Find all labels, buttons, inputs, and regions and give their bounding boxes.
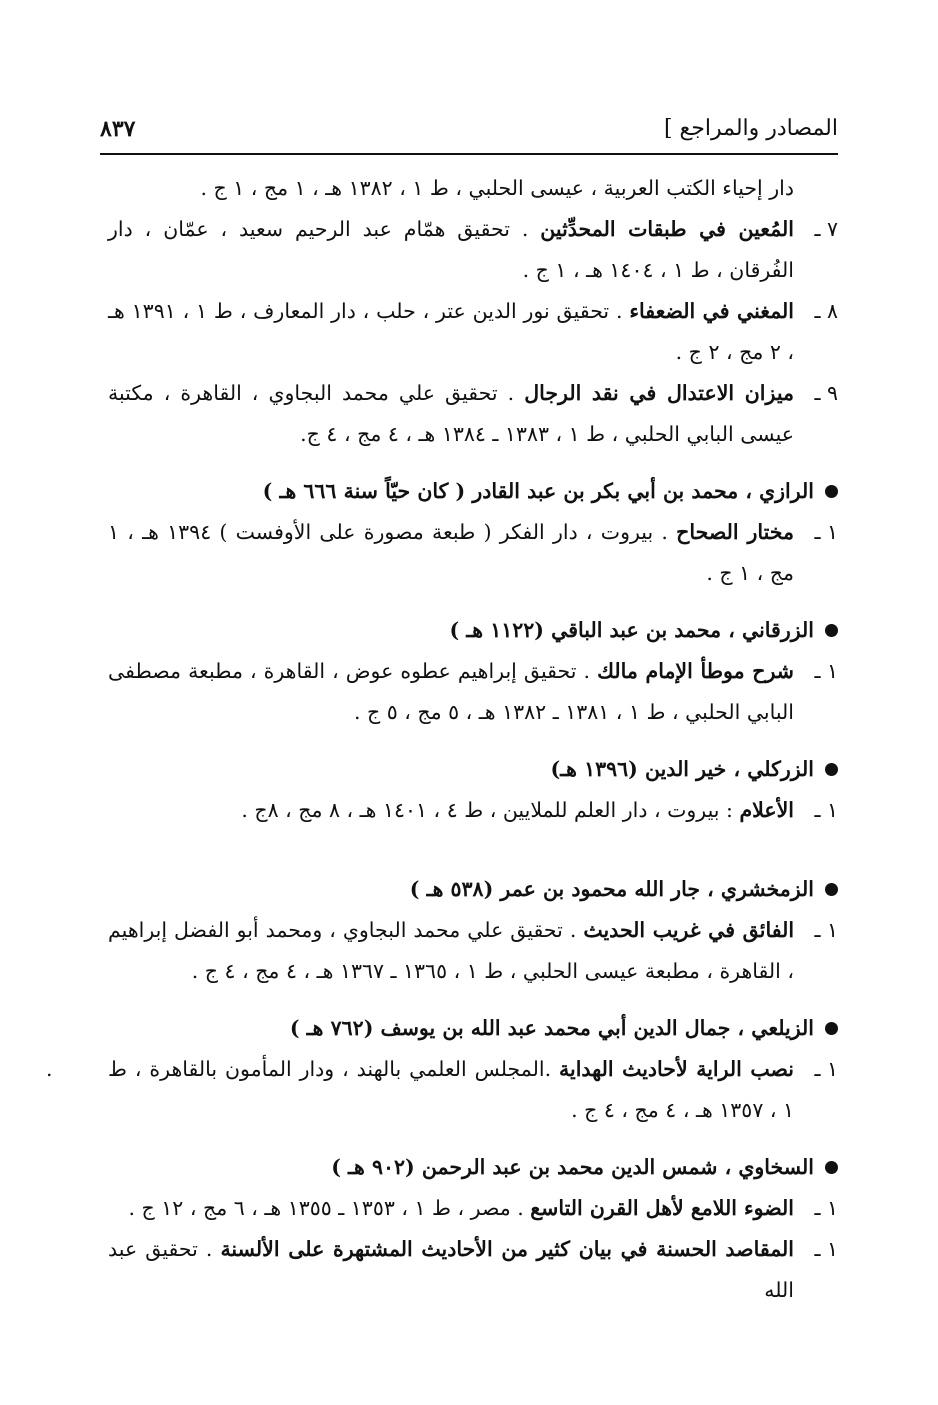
entry-number: ١ ـ [814, 1237, 838, 1261]
bibliography-entry [108, 373, 838, 455]
entry-title: المغني في الضعفاء [629, 299, 794, 323]
entry-details: . تحقيق علي محمد البجاوي ، القاهرة ، مكتبة عيسى البابي الحلبي ، ط ١ ، ١٣٨٣ ـ ١٣٨٤ هـ ، ٤ مج ، ٤ ج. [108, 381, 794, 446]
entry-number: ٨ ـ [814, 299, 838, 323]
bibliography-entry [46, 1049, 838, 1131]
entry-title: نصب الراية لأحاديث الهداية [559, 1057, 794, 1081]
author-name: السخاوي ، شمس الدين محمد بن عبد الرحمن (٩٠٢ هـ ) [331, 1155, 814, 1179]
entry-title: الأعلام [739, 798, 794, 822]
entry-title: المقاصد الحسنة في بيان كثير من الأحاديث المشتهرة على الألسنة [220, 1237, 795, 1261]
entry-number: ١ ـ [814, 1196, 838, 1220]
bullet-icon [825, 485, 838, 498]
bullet-icon [825, 763, 838, 776]
author-heading [108, 869, 838, 910]
bibliography-entry [108, 651, 838, 733]
entry-title: شرح موطأ الإمام مالك [597, 659, 794, 683]
bibliography-entry [108, 209, 838, 291]
entry-details: .المجلس العلمي بالهند ، ودار المأمون بالقاهرة ، ط ١ ، ١٣٥٧ هـ ، ٤ مج ، ٤ ج . [108, 1057, 794, 1122]
entry-number: ٧ ـ [814, 217, 838, 241]
author-name: الرازي ، محمد بن أبي بكر بن عبد القادر ( كان حيّاً سنة ٦٦٦ هـ ) [262, 479, 814, 503]
entry-details: . تحقيق نور الدين عتر ، حلب ، دار المعارف ، ط ١ ، ١٣٩١ هـ ، ٢ مج ، ٢ ج . [108, 299, 794, 364]
author-heading [108, 1147, 838, 1188]
author-heading [108, 749, 838, 790]
bibliography-entry [108, 291, 838, 373]
header-rule [100, 153, 838, 155]
bibliography-entry [108, 790, 838, 831]
bullet-icon [825, 624, 838, 637]
entry-title: الضوء اللامع لأهل القرن التاسع [530, 1196, 794, 1220]
author-heading [108, 610, 838, 651]
bibliography-entry [108, 1188, 838, 1229]
entry-number: ٩ ـ [814, 381, 838, 405]
bibliography-entry [108, 1229, 838, 1311]
entry-number: ١ ـ [814, 520, 838, 544]
margin-mark: . [46, 1057, 53, 1081]
entry-details: . تحقيق إبراهيم عطوه عوض ، القاهرة ، مطبعة مصطفى البابي الحلبي ، ط ١ ، ١٣٨١ ـ ١٣٨٢ هـ ، ٥ مج ، ٥ ج . [108, 659, 794, 724]
author-name: الزرقاني ، محمد بن عبد الباقي (١١٢٢ هـ ) [449, 618, 814, 642]
running-head-title: المصادر والمراجع ] [663, 116, 838, 141]
bullet-icon [825, 1161, 838, 1174]
author-name: الزركلي ، خير الدين (١٣٩٦ هـ) [550, 757, 814, 781]
bibliography-content [46, 168, 838, 1311]
author-heading [108, 471, 838, 512]
entry-details: . تحقيق همّام عبد الرحيم سعيد ، عمّان ، دار الفُرقان ، ط ١ ، ١٤٠٤ هـ ، ١ ج . [108, 217, 794, 282]
continued-entry-text: دار إحياء الكتب العربية ، عيسى الحلبي ، ط ١ ، ١٣٨٢ هـ ، ١ مج ، ١ ج . [200, 176, 794, 200]
entry-details: . مصر ، ط ١ ، ١٣٥٣ ـ ١٣٥٥ هـ ، ٦ مج ، ١٢ ج . [128, 1196, 531, 1220]
author-name: الزيلعي ، جمال الدين أبي محمد عبد الله بن يوسف (٧٦٢ هـ ) [289, 1016, 814, 1040]
bullet-icon [825, 883, 838, 896]
entry-title: ميزان الاعتدال في نقد الرجال [524, 381, 794, 405]
entry-details: . بيروت ، دار الفكر ( طبعة مصورة على الأوفست ) ١٣٩٤ هـ ، ١ مج ، ١ ج . [108, 520, 794, 585]
entry-title: الفائق في غريب الحديث [583, 918, 795, 942]
page-number: ٨٣٧ [100, 116, 136, 142]
entry-details: : بيروت ، دار العلم للملايين ، ط ٤ ، ١٤٠١ هـ ، ٨ مج ، ٨ج . [241, 798, 740, 822]
bullet-icon [825, 1022, 838, 1035]
bibliography-entry [108, 910, 838, 992]
entry-title: مختار الصحاح [676, 520, 795, 544]
entry-number: ١ ـ [814, 1057, 838, 1081]
entry-number: ١ ـ [814, 918, 838, 942]
entry-number: ١ ـ [814, 798, 838, 822]
bibliography-entry [108, 512, 838, 594]
author-heading [108, 1008, 838, 1049]
entry-title: المُعين في طبقات المحدِّثين [540, 217, 794, 241]
running-head [100, 112, 838, 146]
entry-number: ١ ـ [814, 659, 838, 683]
entry-details: . تحقيق علي محمد البجاوي ، ومحمد أبو الفضل إبراهيم ، القاهرة ، مطبعة عيسى الحلبي ، ط ١ ، ١٣٦٥ ـ ١٣٦٧ هـ ، ٤ مج ، ٤ ج . [108, 918, 794, 983]
author-name: الزمخشري ، جار الله محمود بن عمر (٥٣٨ هـ ) [409, 877, 814, 901]
entry-details: . تحقيق عبد الله [108, 1237, 794, 1302]
